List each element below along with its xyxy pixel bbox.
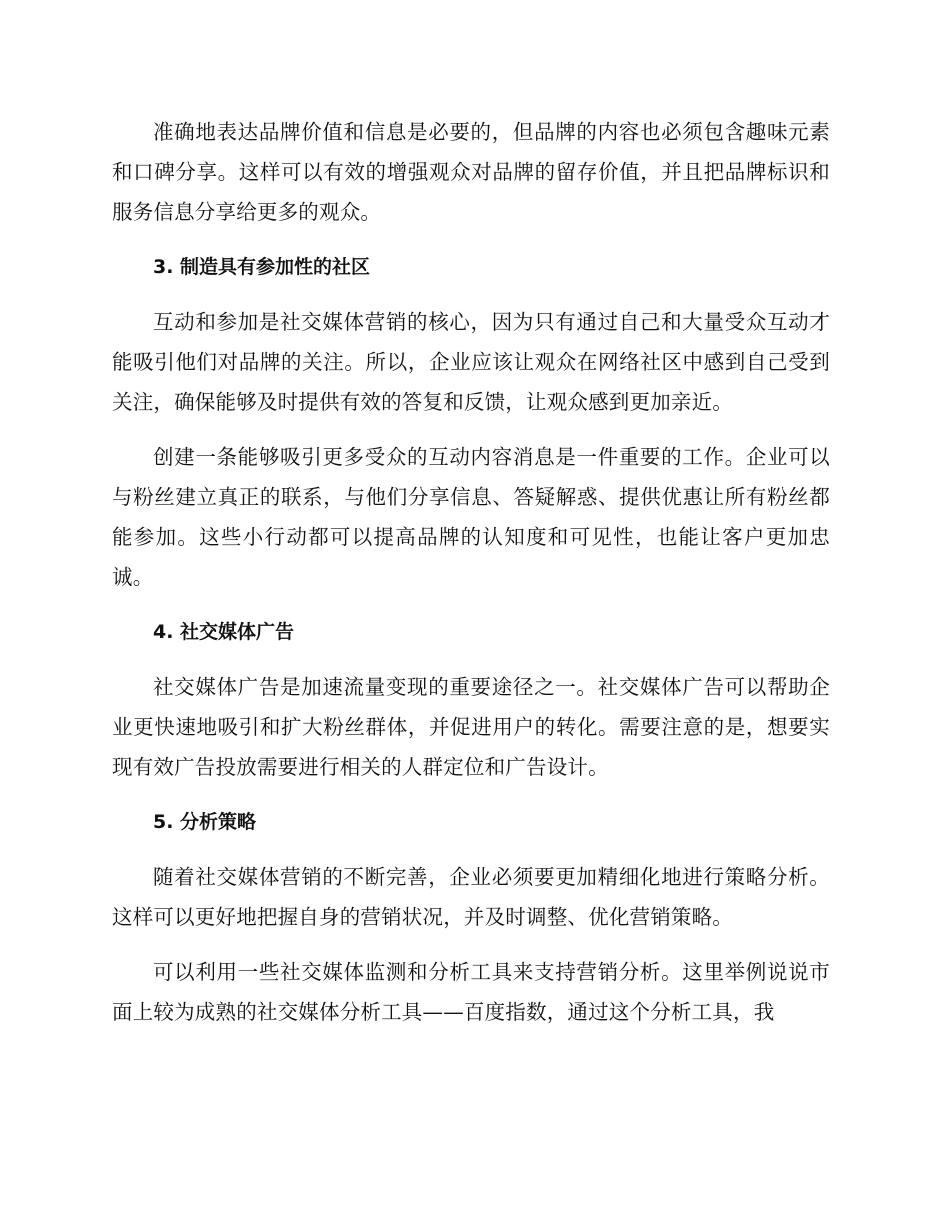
paragraph-brand-content: 准确地表达品牌价值和信息是必要的，但品牌的内容也必须包含趣味元素和口碑分享。这样可以有效的增强观众对品牌的留存价值，并且把品牌标识和服务信息分享给更多的观众。: [112, 120, 830, 224]
heading-community: 3. 制造具有参加性的社区: [153, 256, 371, 278]
paragraph-analysis-tools: 可以利用一些社交媒体监测和分析工具来支持营销分析。这里举例说说市面上较为成熟的社交媒体分析工具——百度指数，通过这个分析工具，我: [112, 960, 830, 1024]
document-page: [112, 112, 830, 1047]
paragraph-interactive-content: 创建一条能够吸引更多受众的互动内容消息是一件重要的工作。企业可以与粉丝建立真正的联系，与他们分享信息、答疑解惑、提供优惠让所有粉丝都能参加。这些小行动都可以提高品牌的认知度和可见性，也能让客户更加忠诚。: [112, 445, 830, 589]
paragraph-analysis: 随着社交媒体营销的不断完善，企业必须要更加精细化地进行策略分析。这样可以更好地把握自身的营销状况，并及时调整、优化营销策略。: [112, 865, 830, 929]
paragraph-interaction: 互动和参加是社交媒体营销的核心，因为只有通过自己和大量受众互动才能吸引他们对品牌的关注。所以，企业应该让观众在网络社区中感到自己受到关注，确保能够及时提供有效的答复和反馈，让观众感到更加亲近。: [112, 310, 830, 414]
paragraph-social-ads: 社交媒体广告是加速流量变现的重要途径之一。社交媒体广告可以帮助企业更快速地吸引和扩大粉丝群体，并促进用户的转化。需要注意的是，想要实现有效广告投放需要进行相关的人群定位和广告设计。: [112, 675, 830, 779]
heading-social-ads: 4. 社交媒体广告: [153, 621, 295, 643]
heading-analysis-strategy: 5. 分析策略: [153, 811, 257, 833]
